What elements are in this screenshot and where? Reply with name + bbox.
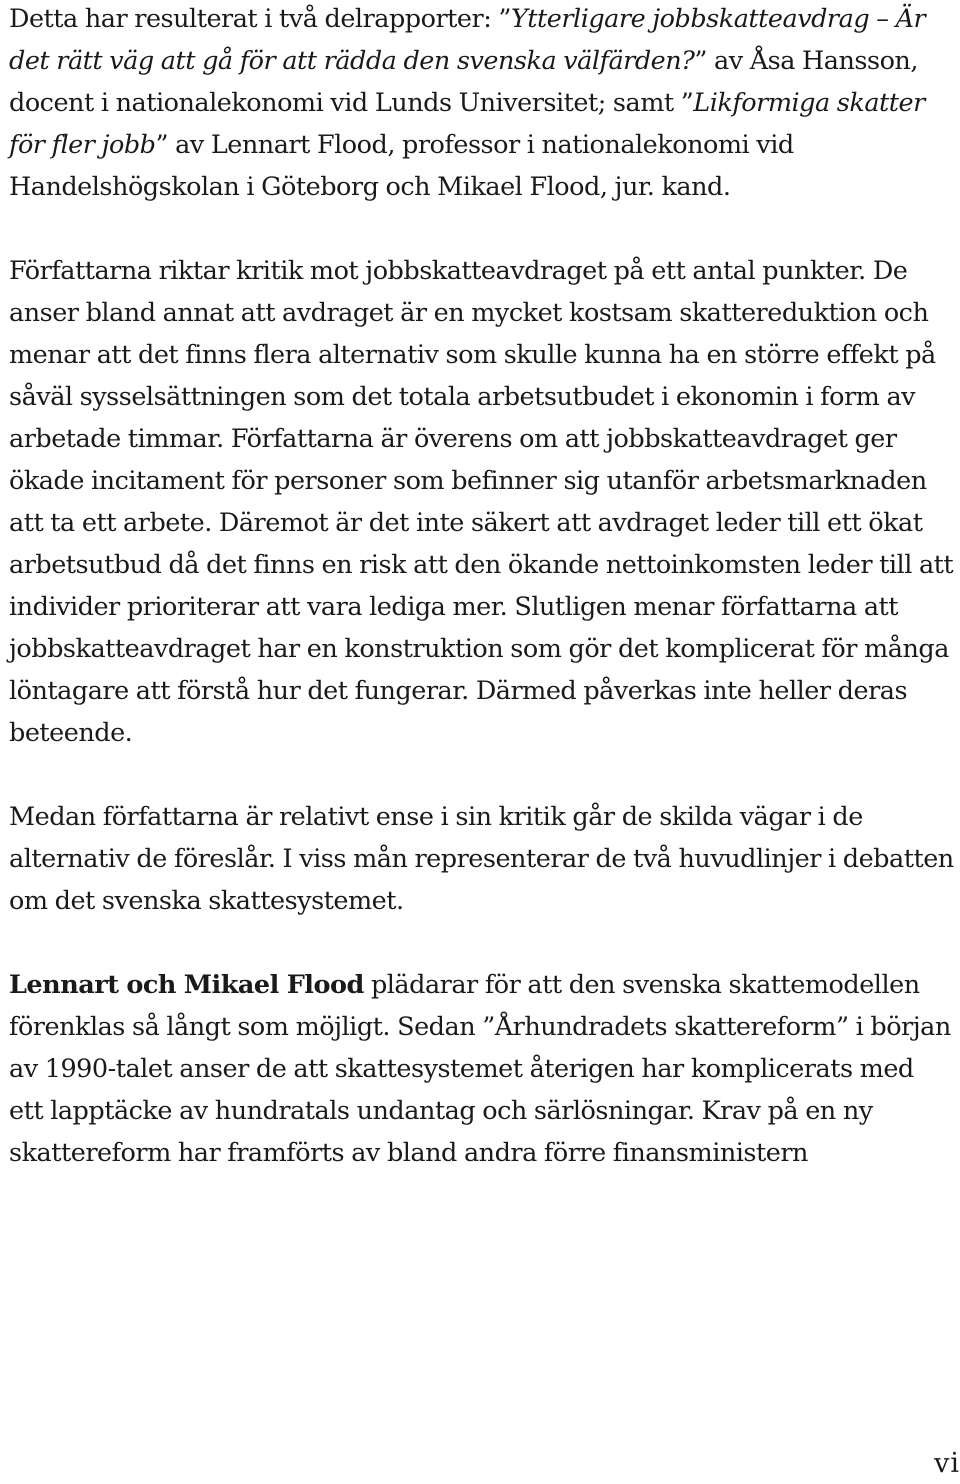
document-page xyxy=(9,0,954,1174)
paragraph-criticism: Författarna riktar kritik mot jobbskatteavdraget på ett antal punkter. De anser bland annat att avdraget är en mycket kostsam skattereduktion och menar att det finns flera alternativ som skulle kunna ha en större effekt på såväl sysselsättningen som det totala arbetsutbudet i ekonomin i form av arbetade timmar. Författarna är överens om att jobbskatteavdraget ger ökade incitament för personer som befinner sig utanför arbetsmarknaden att ta ett arbete. Däremot är det inte säkert att avdraget leder till ett ökat arbetsutbud då det finns en risk att den ökande nettoinkomsten leder till att individer prioriterar att vara lediga mer. Slutligen menar författarna att jobbskatteavdraget har en konstruktion som gör det komplicerat för många löntagare att förstå hur det fungerar. Därmed påverkas inte heller deras beteende. xyxy=(9,256,954,748)
paragraph-reports-mid: ” av Åsa Hansson, docent i nationalekonomi vid Lunds Universitet; samt ” xyxy=(9,46,918,118)
paragraph-flood-text: plädarar för att den svenska skattemodellen förenklas så långt som möjligt. Sedan ”Århundradets skattereform” i början av 1990-talet anser de att skattesystemet återigen har komplicerats med ett lapptäcke av hundratals undantag och särlösningar. Krav på en ny skattereform har framförts av bland andra förre finansministern xyxy=(9,970,951,1168)
paragraph-gap xyxy=(9,754,954,796)
page-number: vi xyxy=(934,1448,960,1479)
paragraph-gap xyxy=(9,208,954,250)
paragraph-alternatives: Medan författarna är relativt ense i sin kritik går de skilda vägar i de alternativ de föreslår. I viss mån representerar de två huvudlinjer i debatten om det svenska skattesystemet. xyxy=(9,802,954,916)
paragraph-reports-tail: ” av Lennart Flood, professor i nationalekonomi vid Handelshögskolan i Göteborg och Mikael Flood, jur. kand. xyxy=(9,130,794,202)
paragraph-flood xyxy=(9,964,954,1174)
report-title-flood: Likformiga skatter för fler jobb xyxy=(9,88,925,160)
authors-bold: Lennart och Mikael Flood xyxy=(9,970,364,1000)
paragraph-gap xyxy=(9,922,954,964)
paragraph-reports-lead: Detta har resulterat i två delrapporter: ” xyxy=(9,4,511,34)
paragraph-reports xyxy=(9,0,954,208)
report-title-hansson: Ytterligare jobbskatteavdrag – Är det rätt väg att gå för att rädda den svenska välfärden? xyxy=(9,4,926,76)
